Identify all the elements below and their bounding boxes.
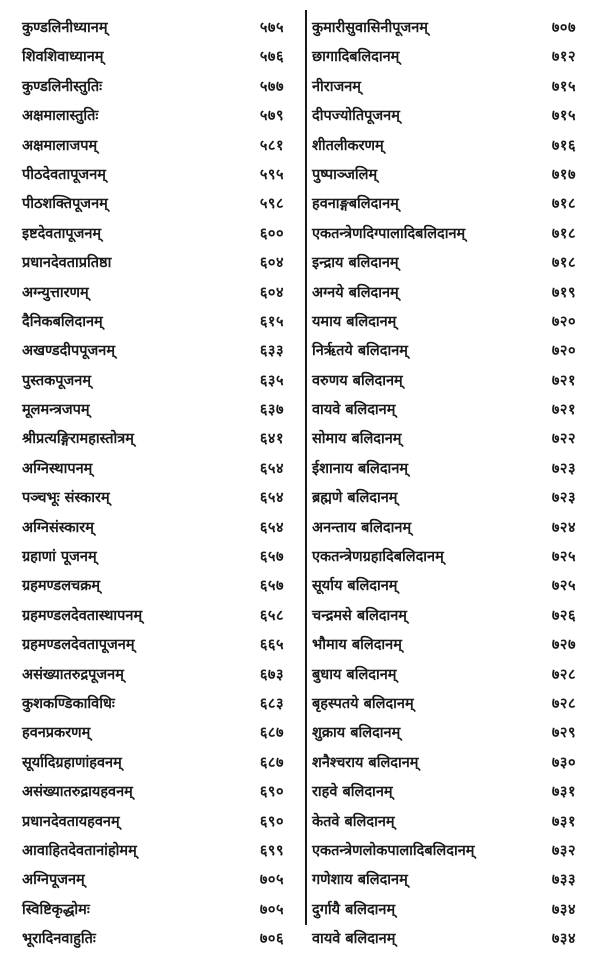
entry-title: नीराजनम्: [312, 78, 361, 95]
entry-title: अग्निसंस्कारम्: [22, 519, 94, 536]
entry-page-number: ७२३: [551, 460, 576, 477]
index-entry: [22, 631, 300, 660]
entry-title: अक्षमालास्तुतिः: [22, 108, 99, 125]
index-entry: [22, 308, 300, 337]
entry-page-number: ७२०: [551, 343, 576, 360]
index-entry: [22, 73, 300, 102]
entry-title: कुशकण्डिकाविधिः: [22, 695, 115, 712]
entry-page-number: ६९९: [259, 842, 284, 859]
entry-page-number: ७२४: [551, 519, 576, 536]
index-entry: [312, 778, 584, 807]
entry-title: बृहस्पतये बलिदानम्: [312, 695, 414, 712]
entry-page-number: ७२०: [551, 313, 576, 330]
index-entry: [312, 837, 584, 866]
entry-title: दीपज्योतिपूजनम्: [312, 108, 400, 125]
index-entry: [312, 161, 584, 190]
entry-page-number: ७३१: [551, 813, 576, 830]
index-entry: [22, 690, 300, 719]
index-entry: [312, 43, 584, 72]
index-entry: [312, 367, 584, 396]
entry-title: राहवे बलिदानम्: [312, 784, 393, 801]
entry-title: श्रीप्रत्यङ्गिरामहास्तोत्रम्: [22, 431, 134, 448]
entry-title: एकतन्त्रेणग्रहादिबलिदानम्: [312, 549, 444, 566]
entry-title: वरुणय बलिदानम्: [312, 372, 403, 389]
index-entry: [312, 102, 584, 131]
entry-page-number: ७२७: [551, 637, 576, 654]
entry-page-number: ६३३: [259, 343, 284, 360]
entry-page-number: ५७७: [259, 78, 284, 95]
entry-page-number: ६८३: [259, 695, 284, 712]
entry-title: ब्रह्मणे बलिदानम्: [312, 490, 398, 507]
entry-title: कुण्डलिनीध्यानम्: [22, 20, 108, 36]
index-entry: [22, 102, 300, 131]
entry-title: भौमाय बलिदानम्: [312, 637, 402, 654]
entry-page-number: ७१६: [551, 137, 576, 154]
index-entry: [22, 220, 300, 249]
entry-title: छागादिबलिदानम्: [312, 49, 400, 66]
entry-title: शनैश्चराय बलिदानम्: [312, 754, 419, 771]
entry-title: ग्रहमण्डलदेवतापूजनम्: [22, 637, 135, 654]
entry-title: ग्रहमण्डलचक्रम्: [22, 578, 101, 595]
entry-title: अग्निस्थापनम्: [22, 460, 93, 477]
index-column-left: [22, 14, 300, 955]
entry-title: सूर्यादिग्रहाणांहवनम्: [22, 754, 122, 771]
index-entry: [22, 866, 300, 895]
entry-title: सोमाय बलिदानम्: [312, 431, 402, 448]
entry-page-number: ५८१: [259, 137, 284, 154]
entry-page-number: ५७५: [259, 20, 284, 36]
index-entry: [22, 279, 300, 308]
entry-title: बुधाय बलिदानम्: [312, 666, 397, 683]
entry-title: सूर्याय बलिदानम्: [312, 578, 398, 595]
entry-page-number: ७१८: [551, 225, 576, 242]
entry-page-number: ६८७: [259, 725, 284, 742]
entry-page-number: ७२२: [551, 431, 576, 448]
entry-page-number: ५७६: [259, 49, 284, 66]
entry-page-number: ७२६: [551, 607, 576, 624]
entry-title: कुण्डलिनीस्तुतिः: [22, 78, 103, 95]
entry-title: अक्षमालाजपम्: [22, 137, 98, 154]
entry-title: निर्ऋतये बलिदानम्: [312, 343, 408, 360]
entry-title: शीतलीकरणम्: [312, 137, 384, 154]
entry-page-number: ७०५: [259, 901, 284, 918]
index-entry: [312, 308, 584, 337]
index-entry: [22, 925, 300, 954]
index-entry: [22, 837, 300, 866]
index-entry: [312, 249, 584, 278]
entry-page-number: ७०७: [551, 20, 576, 36]
index-entry: [312, 484, 584, 513]
index-entry: [312, 749, 584, 778]
entry-page-number: ७२८: [551, 666, 576, 683]
entry-page-number: ७१५: [551, 108, 576, 125]
entry-page-number: ७१८: [551, 196, 576, 213]
entry-title: मूलमन्त्रजपम्: [22, 402, 90, 419]
entry-page-number: ७३२: [551, 842, 576, 859]
index-entry: [22, 778, 300, 807]
entry-page-number: ६५४: [259, 460, 284, 477]
entry-page-number: ६९०: [259, 784, 284, 801]
entry-title: यमाय बलिदानम्: [312, 313, 397, 330]
entry-page-number: ६५७: [259, 549, 284, 566]
index-entry: [312, 866, 584, 895]
index-entry: [312, 690, 584, 719]
entry-page-number: ५७९: [259, 108, 284, 125]
index-entry: [312, 14, 584, 43]
entry-page-number: ६५७: [259, 578, 284, 595]
index-entry: [22, 396, 300, 425]
entry-page-number: ७१५: [551, 78, 576, 95]
entry-title: इन्द्राय बलिदानम्: [312, 255, 399, 272]
entry-title: हवनप्रकरणम्: [22, 725, 91, 742]
entry-title: हवनाङ्गबलिदानम्: [312, 196, 399, 213]
entry-title: अखण्डदीपपूजनम्: [22, 343, 115, 360]
entry-page-number: ६५८: [259, 607, 284, 624]
entry-page-number: ७२८: [551, 695, 576, 712]
index-entry: [312, 808, 584, 837]
entry-page-number: ७१८: [551, 255, 576, 272]
entry-page-number: ७२५: [551, 578, 576, 595]
entry-title: शुक्राय बलिदानम्: [312, 725, 401, 742]
index-entry: [312, 896, 584, 925]
index-entry: [22, 602, 300, 631]
entry-page-number: ७२५: [551, 549, 576, 566]
entry-title: अग्नये बलिदानम्: [312, 284, 399, 301]
entry-page-number: ६३५: [259, 372, 284, 389]
entry-page-number: ७२९: [551, 725, 576, 742]
entry-title: चन्द्रमसे बलिदानम्: [312, 607, 407, 624]
index-entry: [312, 661, 584, 690]
entry-page-number: ७३१: [551, 784, 576, 801]
index-entry: [312, 220, 584, 249]
index-entry: [312, 73, 584, 102]
index-entry: [312, 337, 584, 366]
entry-title: पञ्चभूः संस्कारम्: [22, 490, 110, 507]
entry-page-number: ६६५: [259, 637, 284, 654]
index-entry: [22, 749, 300, 778]
entry-title: ग्रहमण्डलदेवतास्थापनम्: [22, 607, 143, 624]
index-entry: [22, 249, 300, 278]
index-entry: [312, 455, 584, 484]
entry-title: पुस्तकपूजनम्: [22, 372, 91, 389]
index-entry: [22, 808, 300, 837]
entry-page-number: ७२१: [551, 372, 576, 389]
entry-page-number: ७०६: [259, 931, 284, 948]
entry-page-number: ६५४: [259, 519, 284, 536]
entry-title: वायवे बलिदानम्: [312, 931, 396, 948]
index-entry: [22, 190, 300, 219]
entry-title: दैनिकबलिदानम्: [22, 313, 103, 330]
index-entry: [22, 14, 300, 43]
entry-page-number: ७३४: [551, 931, 576, 948]
index-entry: [22, 719, 300, 748]
entry-page-number: ६०४: [259, 255, 284, 272]
entry-page-number: ६७३: [259, 666, 284, 683]
index-entry: [312, 425, 584, 454]
entry-page-number: ६५४: [259, 490, 284, 507]
entry-title: असंख्यातरुद्रायहवनम्: [22, 784, 133, 801]
entry-title: भूरादिनवाहुतिः: [22, 931, 96, 948]
entry-page-number: ६१५: [259, 313, 284, 330]
entry-page-number: ७३०: [551, 754, 576, 771]
index-entry: [22, 455, 300, 484]
entry-page-number: ६०४: [259, 284, 284, 301]
entry-title: एकतन्त्रेणदिग्पालादिबलिदानम्: [312, 225, 466, 242]
index-entry: [22, 484, 300, 513]
entry-title: ईशानाय बलिदानम्: [312, 460, 409, 477]
index-entry: [312, 572, 584, 601]
entry-page-number: ७३३: [551, 872, 576, 889]
entry-page-number: ६८७: [259, 754, 284, 771]
entry-page-number: ६००: [259, 225, 284, 242]
index-entry: [22, 543, 300, 572]
entry-title: पीठशक्तिपूजनम्: [22, 196, 108, 213]
entry-title: प्रधानदेवतायहवनम्: [22, 813, 120, 830]
index-column-right: [312, 14, 584, 955]
index-entry: [312, 132, 584, 161]
index-entry: [312, 396, 584, 425]
entry-page-number: ७२१: [551, 402, 576, 419]
entry-title: अग्निपूजनम्: [22, 872, 85, 889]
entry-page-number: ६९०: [259, 813, 284, 830]
entry-title: पीठदेवतापूजनम्: [22, 166, 106, 183]
index-entry: [22, 661, 300, 690]
entry-page-number: ७२३: [551, 490, 576, 507]
index-entry: [22, 572, 300, 601]
entry-page-number: ५९५: [259, 166, 284, 183]
entry-page-number: ६४१: [259, 431, 284, 448]
index-entry: [22, 132, 300, 161]
entry-page-number: ७३४: [551, 901, 576, 918]
entry-page-number: ५९८: [259, 196, 284, 213]
entry-title: असंख्यातरुद्रपूजनम्: [22, 666, 124, 683]
index-entry: [312, 543, 584, 572]
entry-title: दुर्गायै बलिदानम्: [312, 901, 396, 918]
index-entry: [312, 190, 584, 219]
index-entry: [22, 425, 300, 454]
index-entry: [312, 514, 584, 543]
index-entry: [312, 602, 584, 631]
entry-page-number: ७१२: [551, 49, 576, 66]
entry-title: अनन्ताय बलिदानम्: [312, 519, 412, 536]
index-entry: [22, 337, 300, 366]
index-entry: [312, 719, 584, 748]
entry-page-number: ७१७: [551, 166, 576, 183]
index-entry: [22, 367, 300, 396]
entry-title: आवाहितदेवतानांहोमम्: [22, 842, 137, 859]
column-divider: [305, 10, 307, 925]
entry-title: वायवे बलिदानम्: [312, 402, 396, 419]
index-entry: [22, 514, 300, 543]
index-entry: [312, 631, 584, 660]
entry-title: एकतन्त्रेणलोकपालादिबलिदानम्: [312, 842, 475, 859]
entry-title: केतवे बलिदानम्: [312, 813, 395, 830]
entry-title: गणेशाय बलिदानम्: [312, 872, 408, 889]
index-entry: [22, 161, 300, 190]
entry-title: कुमारीसुवासिनीपूजनम्: [312, 20, 428, 36]
entry-page-number: ६३७: [259, 402, 284, 419]
index-entry: [312, 279, 584, 308]
index-entry: [22, 43, 300, 72]
entry-title: शिवशिवाध्यानम्: [22, 49, 104, 66]
entry-title: ग्रहाणां पूजनम्: [22, 549, 97, 566]
index-entry: [312, 925, 584, 954]
entry-title: इष्टदेवतापूजनम्: [22, 225, 102, 242]
entry-title: पुष्पाञ्जलिम्: [312, 166, 378, 183]
entry-title: प्रधानदेवताप्रतिष्ठा: [22, 255, 112, 272]
entry-page-number: ७१९: [551, 284, 576, 301]
entry-title: अग्न्युत्तारणम्: [22, 284, 89, 301]
index-entry: [22, 896, 300, 925]
entry-title: स्विष्टिकृद्धोमः: [22, 901, 90, 918]
entry-page-number: ७०५: [259, 872, 284, 889]
